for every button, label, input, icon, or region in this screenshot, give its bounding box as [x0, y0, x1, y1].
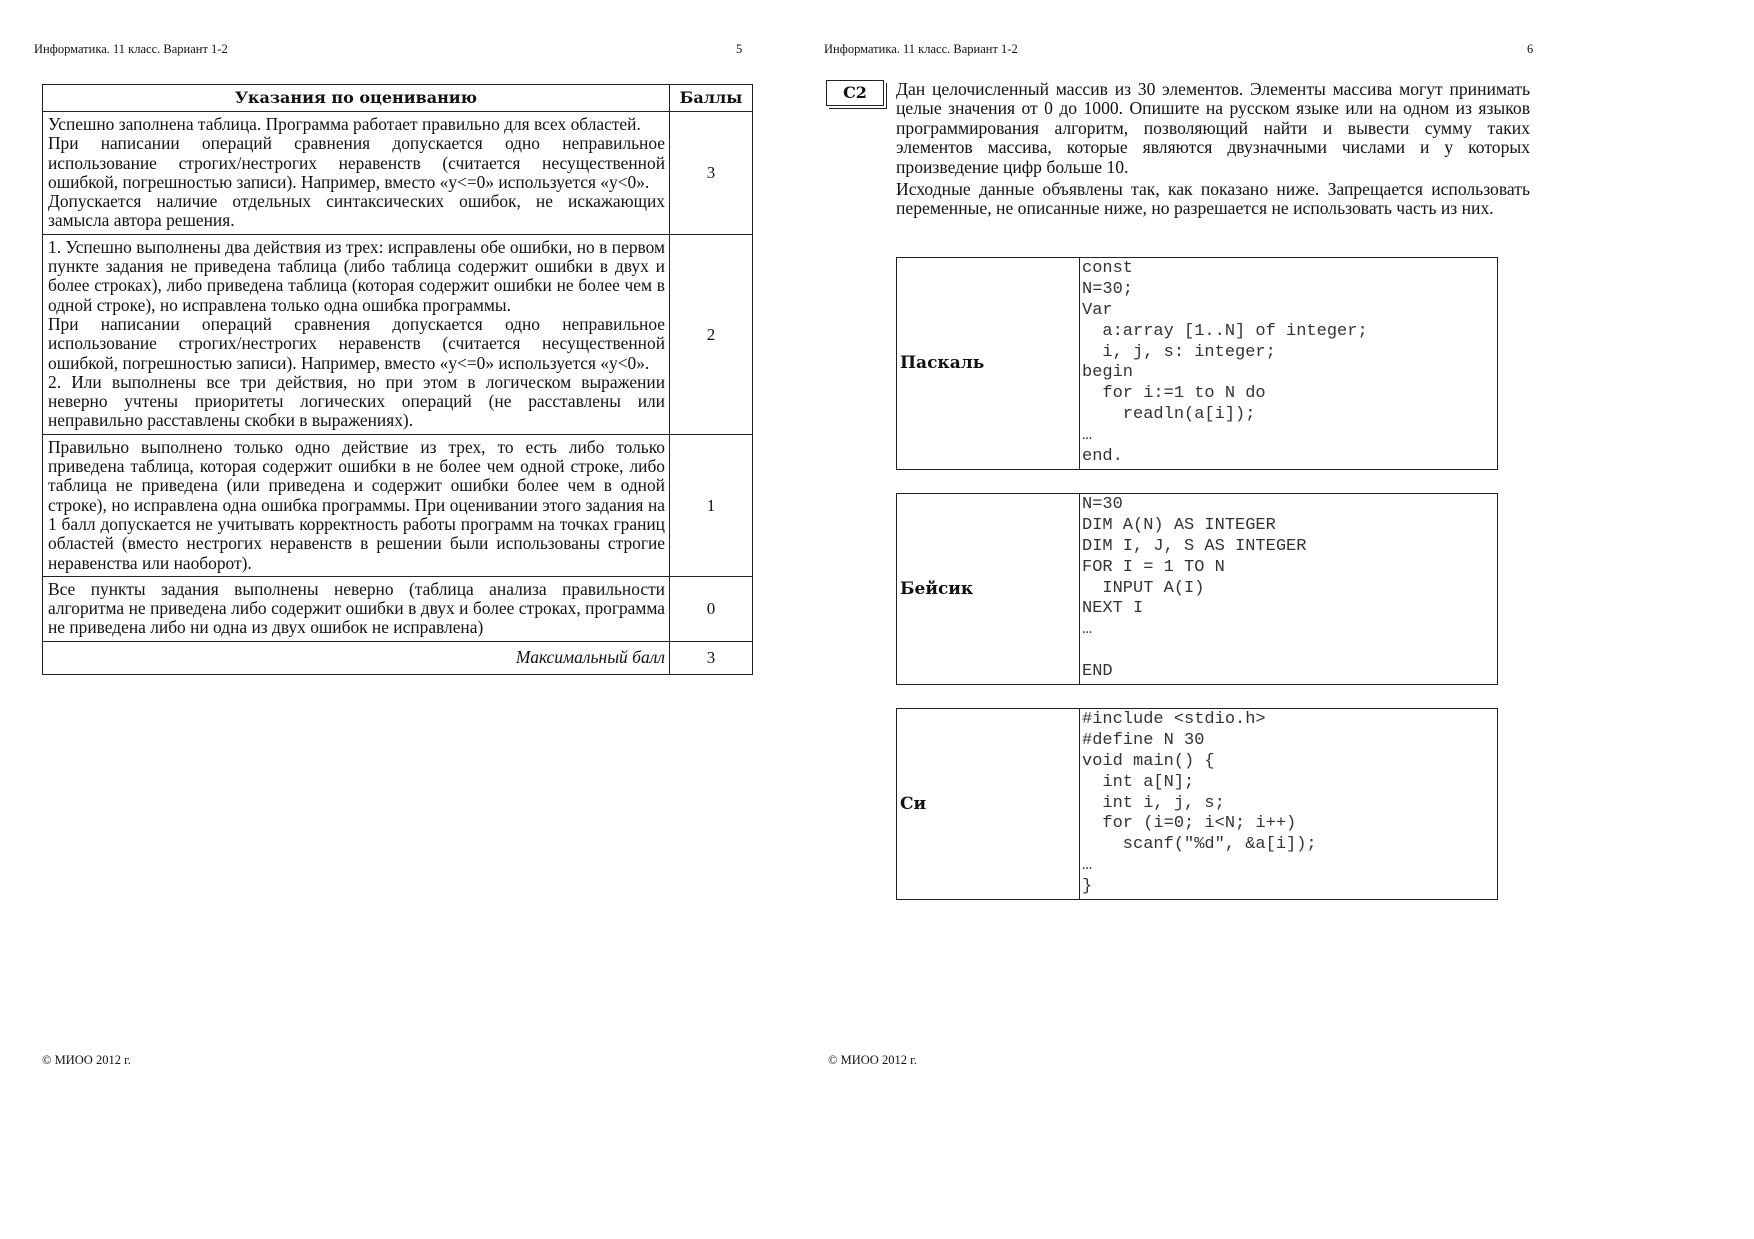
left-page-header: Информатика. 11 класс. Вариант 1-2 — [34, 42, 228, 56]
criteria-paragraph: Успешно заполнена таблица. Программа работает правильно для всех областей. — [48, 114, 641, 134]
grading-table — [42, 84, 753, 675]
task-paragraph: Дан целочисленный массив из 30 элементов. Элементы массива могут принимать целые значения от 0 до 1000. Опишите на русском языке или на одном из языков программирования алгоритм, позволяющий найти и вывести сумму таких элементов массива, которые являются двузначными числами и у которых произведение цифр больше 10. — [896, 79, 1530, 177]
code-line: end. — [1082, 447, 1123, 467]
code-line: N=30 — [1082, 495, 1123, 514]
code-line: const — [1082, 259, 1134, 278]
code-line: FOR I = 1 TO N — [1082, 557, 1225, 577]
criteria-paragraph: 2. Или выполнены все три действия, но при этом в логическом выражении неверно учтены приоритеты логических операций (не расставлены или неправильно расставлены скобки в выражениях). — [48, 371, 665, 431]
language-label: Си — [897, 709, 1080, 900]
right-page-footer: © МИОО 2012 г. — [828, 1053, 917, 1067]
code-line: i, j, s: integer; — [1082, 342, 1276, 362]
criteria-paragraph: При написании операций сравнения допускается одно неправильное использование строгих/нестрогих неравенств (считается несущественной ошибкой, погрешностью записи). Например, вместо «y<=0» используется «y<0». — [48, 313, 665, 373]
code-listing — [1080, 494, 1498, 685]
criteria-paragraph: Правильно выполнено только одно действие из трех, то есть либо только приведена таблица, которая содержит ошибки в не более чем одной строке, либо таблица не приведена (или приведена и содержит ошибки более чем в одной строке), но исправлена одна ошибка программы. При оценивании этого задания на 1 балл допускается не учитывать корректность работы программ на точках границ областей (вместо нестрогих неравенств в решении были использованы строгие неравенства или наоборот). — [48, 436, 665, 573]
task-statement — [896, 80, 1530, 222]
criteria-cell — [43, 234, 670, 434]
criteria-column-header: Указания по оцениванию — [43, 85, 670, 112]
code-line: … — [1082, 426, 1093, 446]
right-page-number: 6 — [1527, 42, 1534, 56]
code-line: int i, j, s; — [1082, 793, 1225, 813]
left-page-number: 5 — [736, 42, 743, 56]
criteria-paragraph: 1. Успешно выполнены два действия из трех: исправлены обе ошибки, но в первом пункте задания не приведена таблица (либо таблица содержит ошибки в двух и более строках), либо приведена таблица (которая содержит ошибки не более чем в одной строке), но исправлена только одна ошибка программы. — [48, 236, 665, 315]
code-line: for (i=0; i<N; i++) — [1082, 814, 1297, 834]
code-line: Var — [1082, 300, 1113, 320]
criteria-cell — [43, 576, 670, 641]
table-row — [43, 576, 753, 641]
table-row — [43, 234, 753, 434]
max-score-value: 3 — [670, 641, 753, 674]
max-score-label: Максимальный балл — [43, 641, 670, 674]
criteria-paragraph: Допускается наличие отдельных синтаксических ошибок, не искажающих замысла автора решения. — [48, 191, 665, 231]
score-cell: 3 — [670, 112, 753, 235]
code-listing — [1080, 258, 1498, 470]
code-line: } — [1082, 877, 1093, 897]
language-label: Бейсик — [897, 494, 1080, 685]
grading-table-header — [43, 85, 753, 112]
score-cell: 2 — [670, 234, 753, 434]
code-line: scanf("%d", &a[i]); — [1082, 835, 1317, 855]
pascal-code-table — [896, 257, 1498, 470]
code-line: for i:=1 to N do — [1082, 384, 1266, 404]
score-cell: 0 — [670, 576, 753, 641]
code-line: N=30; — [1082, 279, 1134, 299]
score-cell: 1 — [670, 434, 753, 576]
criteria-cell — [43, 112, 670, 235]
code-line: … — [1082, 620, 1093, 640]
code-line: a:array [1..N] of integer; — [1082, 321, 1368, 341]
code-line: INPUT A(I) — [1082, 578, 1205, 598]
code-line: void main() { — [1082, 751, 1215, 771]
right-page-header: Информатика. 11 класс. Вариант 1-2 — [824, 42, 1018, 56]
code-line: … — [1082, 856, 1093, 876]
table-row — [43, 434, 753, 576]
task-paragraph: Исходные данные объявлены так, как показано ниже. Запрещается использовать переменные, не описанные ниже, но разрешается не использовать часть из них. — [896, 179, 1530, 219]
language-label: Паскаль — [897, 258, 1080, 470]
task-label: С2 — [826, 80, 884, 106]
code-line: END — [1082, 662, 1113, 682]
code-line: int a[N]; — [1082, 772, 1195, 792]
criteria-paragraph: При написании операций сравнения допускается одно неправильное использование строгих/нестрогих неравенств (считается несущественной ошибкой, погрешностью записи). Например, вместо «y<=0» используется «y<0». — [48, 133, 665, 192]
code-listing — [1080, 709, 1498, 900]
c-code-table — [896, 708, 1498, 900]
criteria-cell — [43, 434, 670, 576]
code-line: begin — [1082, 363, 1134, 383]
code-line: DIM I, J, S AS INTEGER — [1082, 536, 1307, 556]
criteria-paragraph: Все пункты задания выполнены неверно (таблица анализа правильности алгоритма не приведена либо содержит ошибки в двух и более строках, программа не приведена либо ни одна из двух ошибок не исправлена) — [48, 578, 665, 638]
left-page-footer: © МИОО 2012 г. — [42, 1053, 131, 1067]
score-column-header: Баллы — [670, 85, 753, 112]
code-line: #define N 30 — [1082, 730, 1205, 750]
table-row — [43, 112, 753, 235]
max-score-row — [43, 641, 753, 674]
code-line: #include <stdio.h> — [1082, 710, 1266, 729]
code-line: readln(a[i]); — [1082, 405, 1256, 425]
code-line: DIM A(N) AS INTEGER — [1082, 515, 1276, 535]
code-line: NEXT I — [1082, 599, 1144, 619]
basic-code-table — [896, 493, 1498, 685]
code-line — [1082, 641, 1495, 662]
